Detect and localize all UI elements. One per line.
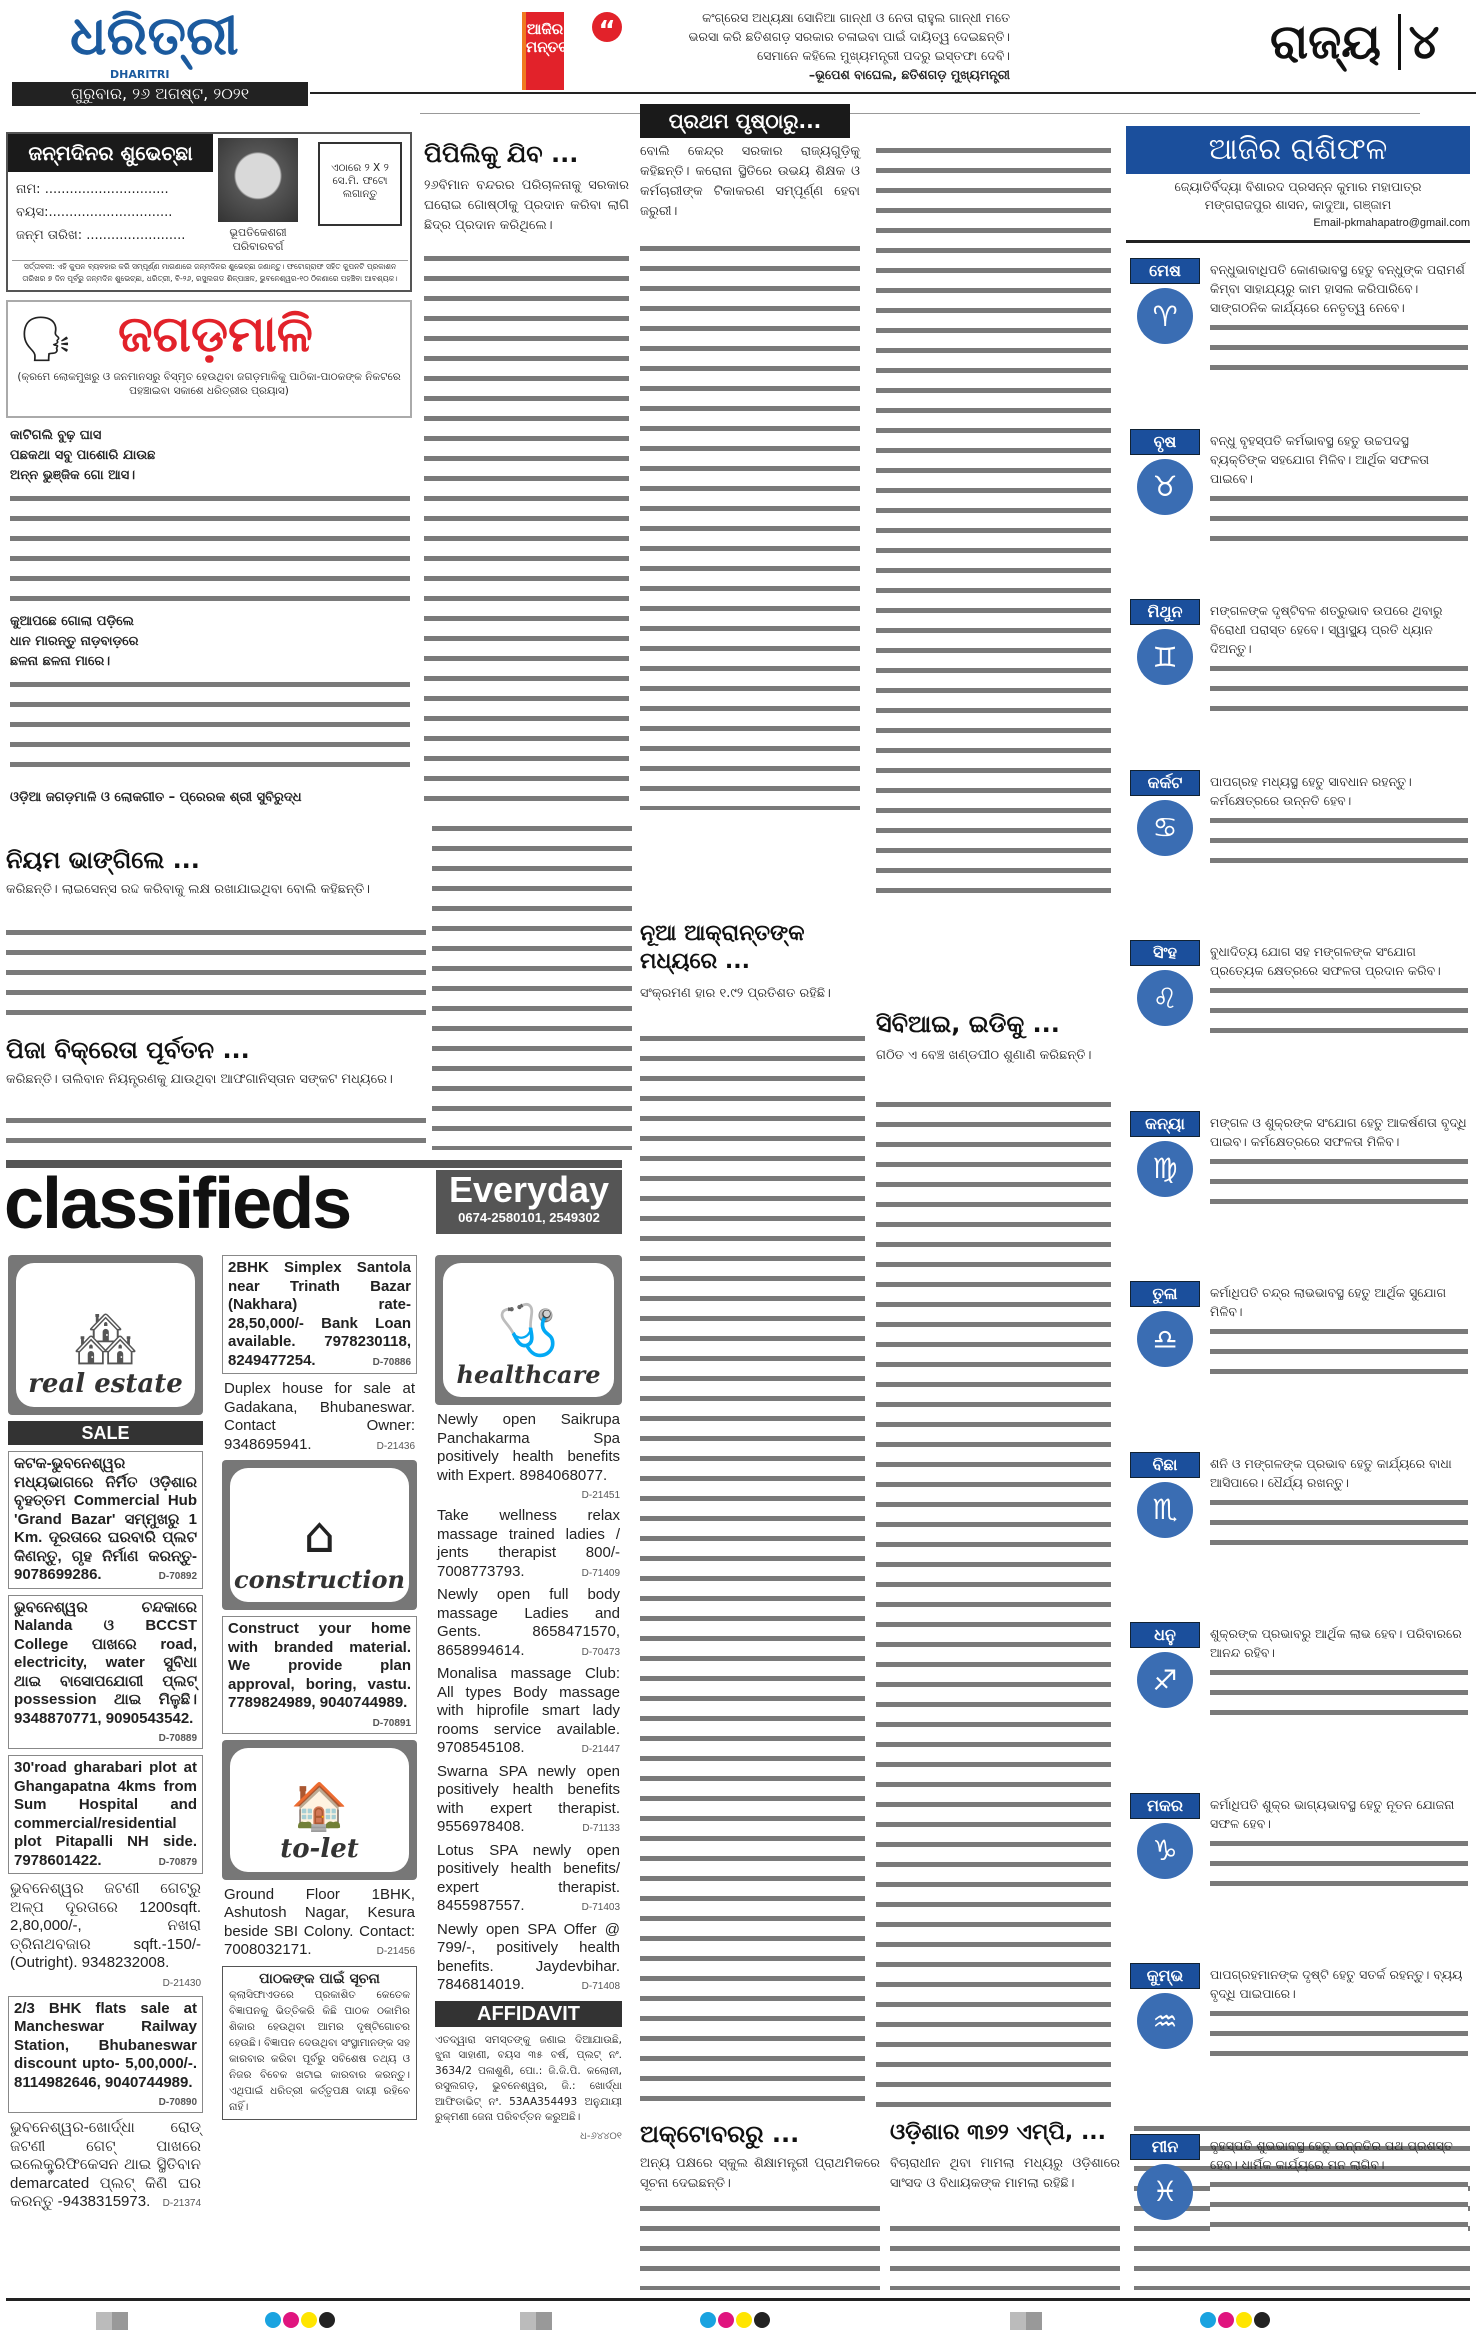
ad-text: Ground Floor 1BHK, Ashutosh Nagar, Kesura beside SBI Colony. Contact: 7008032171. bbox=[224, 1885, 415, 1958]
article-lead: ଅନ୍ୟ ପକ୍ଷରେ ସ୍କୁଲ ଶିକ୍ଷାମନ୍ତ୍ରୀ ପ୍ରାଥମିକରେ ସୂଚନା ଦେଇଛନ୍ତି। bbox=[640, 2156, 880, 2191]
reader-notice bbox=[222, 1966, 417, 2120]
ad-code: D-71403 bbox=[581, 1902, 620, 1913]
quote-line: ଭରସା କରି ଛତିଶଗଡ଼ ସରକାର ଚଳାଇବା ପାଇଁ ଦାୟିତ୍ୱ ଦେଇଛନ୍ତି। bbox=[688, 29, 1010, 44]
sign-prediction: ବୁଧାଦିତ୍ୟ ଯୋଗ ସହ ମଙ୍ଗଳଙ୍କ ସଂଯୋଗ ପ୍ରତ୍ୟେକ କ୍ଷେତ୍ରରେ ସଫଳତା ପ୍ରଦାନ କରିବ। bbox=[1210, 942, 1468, 1042]
quote-line: କଂଗ୍ରେସ ଅଧ୍ୟକ୍ଷା ସୋନିଆ ଗାନ୍ଧୀ ଓ ନେତା ରାହୁଲ ଗାନ୍ଧୀ ମତେ bbox=[702, 10, 1010, 25]
zodiac-sign-1 bbox=[1130, 258, 1200, 348]
notice-title: ପାଠକଙ୍କ ପାଇଁ ସୂଚନା bbox=[259, 1970, 380, 1987]
sale-header: SALE bbox=[8, 1421, 203, 1445]
ad-code: D-71409 bbox=[581, 1567, 620, 1579]
zodiac-icon: ♎ bbox=[1137, 1311, 1193, 1367]
sign-prediction: ମଙ୍ଗଳ ଓ ଶୁକ୍ରଙ୍କ ସଂଯୋଗ ହେତୁ ଆକର୍ଷଣତା ବୃଦ୍ଧି ପାଇବ। କର୍ମକ୍ଷେତ୍ରରେ ସଫଳତା ମିଳିବ। bbox=[1210, 1113, 1468, 1213]
quote-line: ସେମାନେ କହିଲେ ମୁଖ୍ୟମନ୍ତ୍ରୀ ପଦରୁ ଇସ୍ତଫା ଦେବି। bbox=[757, 48, 1010, 63]
ad-text: ଭୁବନେଶ୍ୱର-ଖୋର୍ଦ୍ଧା ରୋଡ୍ ଜଟଣୀ ଗେଟ୍ ପାଖରେ ଇଲେକ୍ଟ୍ରିଫିକେସନ ଥାଇ ସ୍ଥିତିବାନ demarcated ପ୍ଲଟ୍ କିଣି ଘର କରନ୍ତୁ -9438315973. bbox=[10, 2119, 201, 2210]
sign-name: ମେଷ bbox=[1130, 258, 1200, 284]
headline: ସିବିଆଇ, ଇଡିକୁ ... bbox=[876, 1010, 1060, 1038]
houses-icon: 🏘 bbox=[73, 1310, 138, 1368]
zodiac-icon: ♍ bbox=[1137, 1141, 1193, 1197]
photo-caption: ଭୂପତିକେଶରୀ bbox=[229, 226, 287, 239]
ad-code: D-70879 bbox=[158, 1856, 197, 1868]
child-photo bbox=[218, 138, 298, 222]
zodiac-sign-11 bbox=[1130, 1963, 1200, 2053]
zodiac-icon: ♏ bbox=[1137, 1482, 1193, 1538]
affidavit-header: AFFIDAVIT bbox=[435, 2001, 622, 2027]
article-body bbox=[6, 1112, 426, 1152]
quote-icon: “ bbox=[592, 12, 622, 42]
sign-name: ତୁଳା bbox=[1130, 1281, 1200, 1307]
sign-prediction: ମଙ୍ଗଳଙ୍କ ଦୃଷ୍ଟିବଳ ଶତ୍ରୁଭାବ ଉପରେ ଥିବାରୁ ବିରୋଧୀ ପରାସ୍ତ ହେବେ। ସ୍ୱାସ୍ଥ୍ୟ ପ୍ରତି ଧ୍ୟାନ ଦିଅନ୍ତୁ। bbox=[1210, 601, 1468, 720]
house-roof-icon: ⌂ bbox=[303, 1506, 336, 1564]
classified-col-1 bbox=[8, 1255, 203, 2212]
jagadamali-subtitle: (କ୍ରମେ ଲୋକମୁଖରୁ ଓ ଜନମାନସରୁ ବିସ୍ମୃତ ହେଉଥିବା ଜଗଡ଼ମାଳିକୁ ପାଠିକା-ପାଠକଙ୍କ ନିକଟରେ ପହଞ୍ଚାଇବା ସକାଶେ ଧରିତ୍ରୀର ପ୍ରୟାସ) bbox=[17, 371, 401, 397]
ad-text: Swarna SPA newly open positively health benefits with expert therapist. 9556978408. bbox=[437, 1762, 620, 1835]
cartoon-icon: 🗣 bbox=[18, 314, 74, 365]
astrologer-email: Email-pkmahapatro@gmail.com bbox=[1313, 217, 1470, 229]
birthday-title: ଜନ୍ମଦିନର ଶୁଭେଚ୍ଛା bbox=[8, 134, 213, 172]
article-body bbox=[876, 142, 1111, 902]
ad-text: 30'road gharabari plot at Ghangapatna 4kms from Sum Hospital and commercial/residential plot Pitapalli NH side. 7978601422. bbox=[14, 1759, 197, 1869]
ad-text: Monalisa massage Club: All types Body massage with hiprofile smart lady rooms service available. 9708545108. bbox=[437, 1665, 620, 1756]
construction-image: ⌂ construction bbox=[222, 1460, 417, 1610]
classified-ad bbox=[435, 1411, 622, 1502]
sign-prediction: ଶନି ଓ ମଙ୍ଗଳଙ୍କ ପ୍ରଭାବ ହେତୁ କାର୍ଯ୍ୟରେ ବାଧା ଆସିପାରେ। ଧୈର୍ଯ୍ୟ ରଖନ୍ତୁ। bbox=[1210, 1454, 1468, 1554]
zodiac-icon: ♒ bbox=[1137, 1993, 1193, 2049]
ad-code: D-21451 bbox=[581, 1490, 620, 1501]
masthead bbox=[0, 0, 1476, 105]
zodiac-icon: ♉ bbox=[1137, 459, 1193, 515]
horoscope-title: ଆଜିର ରାଶିଫଳ bbox=[1126, 126, 1470, 174]
classified-ad bbox=[435, 1921, 622, 1995]
ad-code: D-70886 bbox=[372, 1356, 411, 1368]
ad-text: 2/3 BHK flats sale at Mancheswar Railway Station, Bhubaneswar discount upto- 5,00,000/-. 8114982646, 9040744989. bbox=[14, 1999, 197, 2091]
age-field[interactable]: ବୟସ:.............................. bbox=[16, 205, 173, 220]
logo-en: DHARITRI bbox=[110, 68, 170, 81]
verse: କାଟିଗଲି ବୁଢ଼ ଘାସ ପଛକଥା ସବୁ ପାଶୋରି ଯାଉଛ ଅନ୍ନ ଭୁଞ୍ଜିକ ଗୋ ଆସ। bbox=[10, 428, 156, 483]
classified-ad bbox=[435, 1842, 622, 1916]
ad-text: ଭୁବନେଶ୍ୱର ଚନ୍ଦକାରେ Nalanda ଓ BCCST College ପାଖରେ road, electricity, water ସୁବିଧା ଥାଇ ବାସୋପଯୋଗୀ ପ୍ଲଟ୍ possession ଥାଇ ମିଳୁଛି। 9348870771, 9090543542. bbox=[14, 1598, 197, 1727]
article-body bbox=[6, 924, 426, 1024]
classified-ad bbox=[8, 1996, 203, 2114]
notice-text: କ୍ଲାସିଫାଏଡରେ ପ୍ରକାଶିତ କେତେକ ବିଜ୍ଞାପନକୁ ଭିତ୍ତିକରି କିଛି ପାଠକ ଠକାମିର ଶିକାର ହେଉଥିବା ଆମର ଦୃଷ୍ଟିଗୋଚର ହେଉଛି। ବିଜ୍ଞାପନ ଦେଉଥିବା ସଂସ୍ଥାମାନଙ୍କ ସହ କାରବାର କରିବା ପୂର୍ବରୁ ସବିଶେଷ ତଥ୍ୟ ଓ ନିଜର ବିବେକ ଖଟାଇ କାରବାର କରନ୍ତୁ। ଏଥିପାଇଁ ଧରିତ୍ରୀ କର୍ତ୍ତୃପକ୍ଷ ଦାୟୀ ରହିବେ ନାହିଁ। bbox=[229, 1988, 410, 2113]
article-lead: କରିଛନ୍ତି। ଲାଇସେନ୍ସ ରଦ୍ଦ କରିବାକୁ ଲକ୍ଷ ରଖାଯାଇଥିବା ବୋଲି କହିଛନ୍ତି। bbox=[6, 882, 371, 897]
dob-field[interactable]: ଜନ୍ମ ତାରିଖ: ........................ bbox=[16, 228, 186, 243]
article-body bbox=[876, 1096, 1111, 2112]
ad-code: ଧ-୬୪୪୦୧ bbox=[580, 2130, 622, 2142]
quote-author: –ଭୂପେଶ ବାଘେଲ, ଛତିଶଗଡ଼ ମୁଖ୍ୟମନ୍ତ୍ରୀ bbox=[808, 67, 1010, 82]
zodiac-sign-4 bbox=[1130, 770, 1200, 860]
zodiac-sign-9 bbox=[1130, 1622, 1200, 1712]
ad-text: Take wellness relax massage trained ladies / jents therapist 800/- 7008773793. bbox=[437, 1507, 620, 1580]
article-body bbox=[432, 820, 632, 1150]
ad-code: D-21447 bbox=[581, 1744, 620, 1755]
ad-text: 2BHK Simplex Santola near Trinath Bazar (Nakhara) rate- 28,50,000/- Bank Loan available. 7978230118, 8249477254. bbox=[228, 1259, 411, 1369]
article-lead: ବୋଲି କେନ୍ଦ୍ର ସରକାର ରାଜ୍ୟଗୁଡ଼ିକୁ କହିଛନ୍ତି। କରୋନା ସ୍ଥିତିରେ ଉଭୟ ଶିକ୍ଷକ ଓ କର୍ମଚାରୀଙ୍କ ଟିକାକରଣ ସମ୍ପୂର୍ଣ୍ଣ ହେବା ଜରୁରୀ। bbox=[640, 144, 860, 219]
astrologer-address: ମଙ୍ଗରାଜପୁର ଶାସନ, କାଦୁଆ, ଗଞ୍ଜାମ bbox=[1204, 197, 1392, 212]
ad-text: Construct your home with branded material. We provide plan approval, boring, vastu. 7789824989, 9040744989. bbox=[228, 1620, 411, 1711]
birthday-coupon bbox=[6, 132, 412, 292]
zodiac-icon: ♐ bbox=[1137, 1652, 1193, 1708]
ad-code: D-70892 bbox=[158, 1571, 197, 1582]
photo-caption: ପରିବାରବର୍ଗ bbox=[232, 240, 284, 253]
ad-code: D-70891 bbox=[372, 1717, 411, 1729]
classified-ad bbox=[222, 1380, 417, 1454]
classified-ad bbox=[8, 2119, 203, 2212]
ad-text: Newly open SPA Offer @ 799/-, positively health benefits. Jaydevbihar. 7846814019. bbox=[437, 1920, 620, 1993]
zodiac-sign-6 bbox=[1130, 1111, 1200, 1201]
article-lead: କରିଛନ୍ତି। ତାଲିବାନ ନିୟନ୍ତ୍ରଣକୁ ଯାଉଥିବା ଆଫଗାନିସ୍ତାନ ସଙ୍କଟ ମଧ୍ୟରେ। bbox=[6, 1072, 393, 1087]
jagadamali-title: ଜଗଡ଼ମାଳି bbox=[118, 305, 313, 363]
sign-prediction: କର୍ମାଧିପତି ଚନ୍ଦ୍ର ଲାଭଭାବସ୍ଥ ହେତୁ ଆର୍ଥିକ ସୁଯୋଗ ମିଳିବ। bbox=[1210, 1283, 1468, 1383]
ad-text: Newly open Saikrupa Panchakarma Spa positively health benefits with Expert. 8984068077. bbox=[437, 1411, 620, 1484]
sign-name: ମୀନ bbox=[1130, 2134, 1200, 2160]
classified-col-2 bbox=[222, 1255, 417, 2120]
classifieds-title: classifieds bbox=[4, 1164, 351, 1244]
sign-name: ବୃଷ bbox=[1130, 429, 1200, 455]
sign-name: ସିଂହ bbox=[1130, 940, 1200, 966]
astrologer-name: ଜ୍ୟୋତିର୍ବିଦ୍ୟା ବିଶାରଦ ପ୍ରସନ୍ନ କୁମାର ମହାପାତ୍ର bbox=[1174, 179, 1422, 194]
front-page-label: ପ୍ରଥମ ପୃଷ୍ଠାରୁ... bbox=[640, 104, 850, 138]
sign-name: କୁମ୍ଭ bbox=[1130, 1963, 1200, 1989]
classified-ad bbox=[222, 1616, 417, 1734]
page-label bbox=[1270, 14, 1439, 71]
headline: ଅକ୍ଟୋବରରୁ ... bbox=[640, 2120, 800, 2148]
headline: ନିୟମ ଭାଙ୍ଗିଲେ ... bbox=[6, 846, 200, 874]
sign-name: କନ୍ୟା bbox=[1130, 1111, 1200, 1137]
ad-code: D-70473 bbox=[581, 1646, 620, 1658]
sign-name: ବିଛା bbox=[1130, 1452, 1200, 1478]
ad-text: Newly open full body massage Ladies and Gents. 8658471570, 8658994614. bbox=[437, 1586, 620, 1659]
date-bar: ଗୁରୁବାର, ୨୬ ଅଗଷ୍ଟ, ୨୦୨୧ bbox=[12, 82, 308, 106]
quote-text bbox=[630, 8, 1010, 84]
affidavit-text: ଏତଦ୍ୱାରା ସମସ୍ତଙ୍କୁ ଜଣାଇ ଦିଆଯାଉଛି, ଝୁନା ସାହାଣୀ, ବୟସ ୩୫ ବର୍ଷ, ପ୍ଲଟ୍ ନଂ. 3634/2 ପଳାଶୁଣି, ପୋ.: ଜି.ଜି.ପି. କଲୋନୀ, ରସୁଲଗଡ଼, ଭୁବନେଶ୍ୱର, ଜି.: ଖୋର୍ଦ୍ଧା ଆଫିଡାଭିଟ୍ ନଂ. 53AA354493 ଅନୁଯାୟୀ ରୁକ୍ମଣୀ ଜେନା ପରିବର୍ତ୍ତନ କରୁଅଛି। ଧ-୬୪୪୦୧ bbox=[435, 2033, 622, 2142]
color-registration-marks bbox=[0, 2312, 1476, 2332]
zodiac-icon: ♓ bbox=[1137, 2164, 1193, 2220]
everyday-banner bbox=[436, 1170, 622, 1234]
ad-text: କଟକ-ଭୁବନେଶ୍ୱର ମଧ୍ୟଭାଗରେ ନିର୍ମିତ ଓଡ଼ିଶାର ବୃହତ୍ତମ Commercial Hub 'Grand Bazar' ସମ୍ମୁଖରୁ 1 Km. ଦୂରତାରେ ଘରବାରି ପ୍ଲଟ କିଣନ୍ତୁ, ଗୃହ ନିର୍ମାଣ କରନ୍ତୁ- 9078699286. bbox=[14, 1455, 197, 1583]
classified-ad bbox=[435, 1665, 622, 1758]
sign-prediction: ପାପଗ୍ରହମାନଙ୍କ ଦୃଷ୍ଟି ହେତୁ ସତର୍କ ରହନ୍ତୁ। ବ୍ୟୟ ବୃଦ୍ଧି ପାଇପାରେ। bbox=[1210, 1965, 1468, 2065]
section-name: ରାଜ୍ୟ bbox=[1270, 14, 1381, 70]
classified-ad bbox=[435, 1586, 622, 1660]
page-number: ୪ bbox=[1398, 14, 1440, 70]
classified-ad bbox=[8, 1451, 203, 1589]
classified-ad bbox=[435, 1763, 622, 1837]
article-body bbox=[424, 250, 629, 810]
article-body bbox=[640, 2200, 880, 2290]
sign-name: ମିଥୁନ bbox=[1130, 599, 1200, 625]
photo-box[interactable]: ଏଠାରେ ୨ X ୨ ସେ.ମି. ଫଟୋ ଲଗାନ୍ତୁ bbox=[318, 142, 402, 226]
headline: ପିପିଲିକୁ ଯିବ ... bbox=[424, 140, 579, 168]
healthcare-image: 🩺 healthcare bbox=[435, 1255, 622, 1405]
sign-prediction: ବୃହସ୍ପତି ଶୁଭଭାବସ୍ଥ ହେତୁ ଉନ୍ନତିର ପଥ ପ୍ରଶସ୍ତ ହେବ। ଧାର୍ମିକ କାର୍ଯ୍ୟରେ ମନ ଲାଗିବ। bbox=[1210, 2136, 1468, 2236]
ad-text: ଭୁବନେଶ୍ୱର ଜଟଣୀ ଗେଟ୍‌ରୁ ଅଳ୍ପ ଦୂରତାରେ 1200sqft. 2,80,000/-, ନଖରା ତ୍ରିନାଥବଜାର sqft.-150/- (Outright). 9348232008. bbox=[10, 1880, 201, 1971]
classified-ad bbox=[222, 1255, 417, 1374]
classified-ad bbox=[8, 1755, 203, 1874]
article-body bbox=[640, 240, 860, 810]
badge-line1: ଆଜିର bbox=[526, 20, 564, 38]
article-lead: ସଂକ୍ରମଣ ହାର ୧.୯୨ ପ୍ରତିଶତ ରହିଛି। bbox=[640, 986, 831, 1001]
zodiac-sign-7 bbox=[1130, 1281, 1200, 1371]
sign-prediction: କର୍ମାଧିପତି ଶୁକ୍ର ଭାଗ୍ୟଭାବସ୍ଥ ହେତୁ ନୂତନ ଯୋଜନା ସଫଳ ହେବ। bbox=[1210, 1795, 1468, 1895]
stethoscope-icon: 🩺 bbox=[497, 1301, 560, 1359]
classifieds-phone: 0674-2580101, 2549302 bbox=[458, 1210, 600, 1225]
ad-code: D-71133 bbox=[582, 1823, 620, 1834]
quote-badge bbox=[522, 12, 581, 90]
zodiac-icon: ♋ bbox=[1137, 800, 1193, 856]
to-let-house-icon: 🏠 bbox=[290, 1778, 349, 1833]
ad-code: D-71408 bbox=[581, 1981, 620, 1992]
ad-code: D-21374 bbox=[162, 2198, 201, 2209]
ad-code: D-70890 bbox=[158, 2097, 197, 2108]
zodiac-icon: ♌ bbox=[1137, 970, 1193, 1026]
zodiac-sign-8 bbox=[1130, 1452, 1200, 1542]
ad-code: D-21456 bbox=[376, 1946, 415, 1957]
zodiac-sign-10 bbox=[1130, 1793, 1200, 1883]
classified-ad bbox=[8, 1595, 203, 1750]
classified-ad bbox=[8, 1880, 203, 1990]
zodiac-icon: ♑ bbox=[1137, 1823, 1193, 1879]
sign-prediction: ବନ୍ଧୁ ବୃହସ୍ପତି କର୍ମଭାବସ୍ଥ ହେତୁ ଉଚ୍ଚପଦସ୍ଥ ବ୍ୟକ୍ତିଙ୍କ ସହଯୋଗ ମିଳିବ। ଆର୍ଥିକ ସଫଳତା ପାଇବେ। bbox=[1210, 431, 1468, 550]
classified-col-3 bbox=[435, 1255, 622, 2143]
zodiac-icon: ♊ bbox=[1137, 629, 1193, 685]
name-field[interactable]: ନାମ: .............................. bbox=[16, 182, 169, 197]
sign-prediction: ଶୁକ୍ରଙ୍କ ପ୍ରଭାବରୁ ଆର୍ଥିକ ଲାଭ ହେବ। ପରିବାରରେ ଆନନ୍ଦ ରହିବ। bbox=[1210, 1624, 1468, 1724]
jagadamali-body bbox=[10, 676, 410, 776]
article-body bbox=[890, 2220, 1120, 2290]
ad-code: D-21430 bbox=[162, 1977, 201, 1989]
sign-prediction: ବନ୍ଧୁଭାବାଧିପତି କୋଣଭାବସ୍ଥ ହେତୁ ବନ୍ଧୁଙ୍କ ପରାମର୍ଶ କିମ୍ବା ସାହାଯ୍ୟରୁ କାମ ହାସଲ କରିପାରିବେ। ସାଙ୍ଗଠନିକ କାର୍ଯ୍ୟରେ ନେତୃତ୍ୱ ନେବେ। bbox=[1210, 260, 1468, 379]
article-body bbox=[640, 1030, 865, 2110]
sign-name: ଧନୁ bbox=[1130, 1622, 1200, 1648]
article-lead: ୨୬ବିମାନ ବନ୍ଦରର ପରିଚାଳନାକୁ ସରକାର ଘରୋଇ ଗୋଷ୍ଠୀକୁ ପ୍ରଦାନ କରିବା ଲାଗି ଛିଦ୍ର ପ୍ରଦାନ କରିଥିଲେ। bbox=[424, 178, 629, 233]
jagadamali-body bbox=[10, 490, 410, 605]
real-estate-image: 🏘 real estate bbox=[8, 1255, 203, 1415]
zodiac-icon: ♈ bbox=[1137, 288, 1193, 344]
verse: କୁଆପଛେ ଗୋଲା ପଡ଼ିଲେ ଧାନ ମାରନ୍ତୁ ନାଡ଼ବାଡ଼ରେ ଛଳନା ଛଳନା ମାରେ। bbox=[10, 614, 139, 669]
headline: ପିଜା ବିକ୍ରେତା ପୂର୍ବତନ ... bbox=[6, 1036, 250, 1064]
zodiac-sign-2 bbox=[1130, 429, 1200, 519]
headline: ନୂଆ ଆକ୍ରାନ୍ତଙ୍କ ମଧ୍ୟରେ ... bbox=[640, 921, 805, 974]
everyday-label: Everyday bbox=[448, 1169, 610, 1210]
jagadamali-box bbox=[6, 300, 412, 418]
ad-code: D-21436 bbox=[376, 1440, 415, 1452]
article-lead: ଗଠିତ ଏ ବେଞ୍ଚ ଖଣ୍ଡପୀଠ ଶୁଣାଣି କରିଛନ୍ତି। bbox=[876, 1048, 1092, 1063]
coupon-terms: ସର୍ତ୍ତାବଳୀ: ଏହି କୁପନ ବ୍ୟବହାର କରି ସମ୍ପୂର୍ଣ୍ଣ ମାଗଣାରେ ଜନ୍ମଦିନର ଶୁଭେଚ୍ଛା ଜଣାନ୍ତୁ। ଫଟୋଗ୍ରାଫ ସହିତ କୁପନଟି ପ୍ରକାଶନ ତାରିଖର ୭ ଦିନ ପୂର୍ବରୁ ଜନ୍ମଦିନ ଶୁଭେଚ୍ଛା, ଧରିତ୍ରୀ, ବି-୨୬, ରସୁଲଗଡ ଶିଳ୍ପାଞ୍ଚଳ, ଭୁବନେଶ୍ୱର-୧୦ ଠିକଣାରେ ପହଞ୍ଚିବା ଆବଶ୍ୟକ। bbox=[12, 260, 408, 285]
classified-ad bbox=[435, 1507, 622, 1581]
credit: ଓଡ଼ିଆ ଜଗଡ଼ମାଳି ଓ ଲୋକଗୀତ – ପ୍ରେରକ ଶ୍ରୀ ସୁବିରୁଦ୍ଧ bbox=[10, 790, 302, 805]
sign-name: ମକର bbox=[1130, 1793, 1200, 1819]
zodiac-sign-3 bbox=[1130, 599, 1200, 689]
sign-name: କର୍କଟ bbox=[1130, 770, 1200, 796]
ad-text: Duplex house for sale at Gadakana, Bhubaneswar. Contact Owner: 9348695941. bbox=[224, 1380, 415, 1453]
sign-prediction: ପାପଗ୍ରହ ମଧ୍ୟସ୍ଥ ହେତୁ ସାବଧାନ ରହନ୍ତୁ। କର୍ମକ୍ଷେତ୍ରରେ ଉନ୍ନତି ହେବ। bbox=[1210, 772, 1468, 872]
zodiac-sign-12 bbox=[1130, 2134, 1200, 2224]
ad-code: D-70889 bbox=[158, 1733, 197, 1744]
logo: ଧରିତ୍ରୀ bbox=[70, 4, 239, 67]
to-let-image: 🏠 to-let bbox=[222, 1740, 417, 1880]
article-lead: ବିଚାରାଧୀନ ଥିବା ମାମଲା ମଧ୍ୟରୁ ଓଡ଼ିଶାରେ ସାଂସଦ ଓ ବିଧାୟକଙ୍କ ମାମଲା ରହିଛି। bbox=[890, 2156, 1120, 2191]
zodiac-sign-5 bbox=[1130, 940, 1200, 1030]
badge-line2: ମନ୍ତବ୍ୟ bbox=[526, 38, 581, 56]
ad-text: Lotus SPA newly open positively health benefits/ expert therapist. 8455987557. bbox=[437, 1841, 620, 1914]
headline: ଓଡ଼ିଶାର ୩୭୨ ଏମ୍‌ପି, ... bbox=[890, 2120, 1107, 2145]
classified-ad bbox=[222, 1886, 417, 1960]
